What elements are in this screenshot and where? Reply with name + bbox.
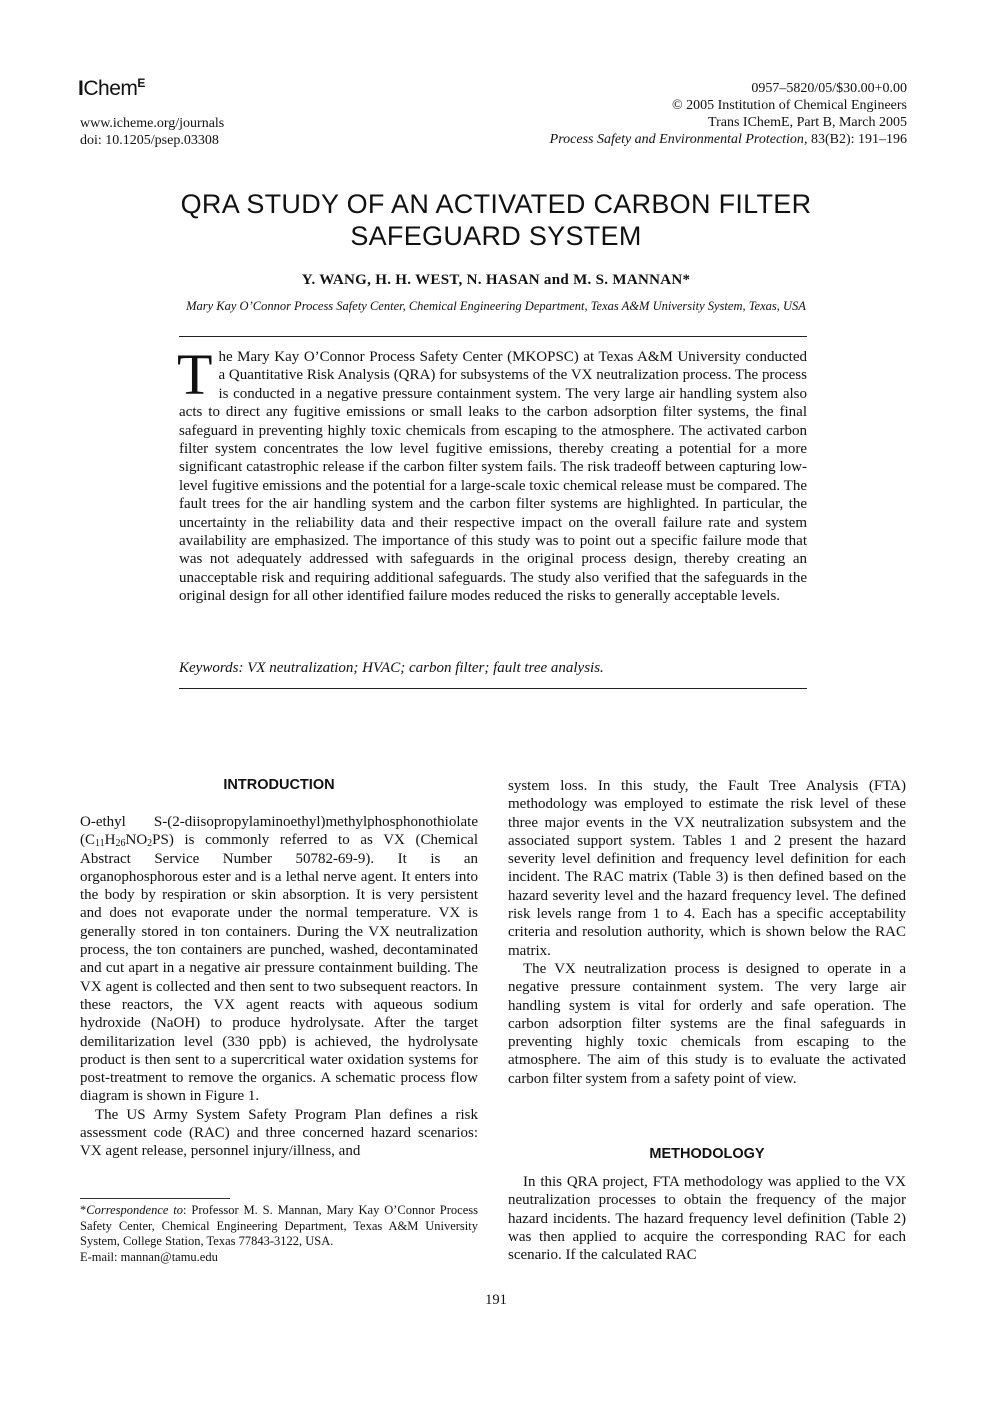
abstract-text: he Mary Kay O’Connor Process Safety Center (MKOPSC) at Texas A&M University conducted a Quantitative Risk Analysis (QRA) for subsystems of the VX neutralization process. The process is conducted in a negative pressure containment system. The very large air handling system also acts to direct any fugitive emissions or small leaks to the carbon adsorption filter systems, the final safeguard in preventing highly toxic chemicals from escaping to the atmosphere. The activated carbon filter system concentrates the low level fugitive emissions, thereby creating a potential for a more significant catastrophic release if the carbon filter system fails. The risk tradeoff between capturing low-level fugitive emissions and the potential for a large-scale toxic chemical release must be compared. The fault trees for the air handling system and the carbon filter systems are highlighted. In particular, the uncertainty in the reliability data and their respective impact on the overall failure rate and system availability are emphasized. The importance of this study was to point out a specific failure mode that was not adequately addressed with safeguards in the original process design, thereby creating an unacceptable risk and requiring additional safeguards. The study also verified that the safeguards in the original design for all other identified failure modes reduced the risks to generally acceptable levels. [179,349,807,605]
journal-volume: , 83(B2): 191–196 [803,132,907,147]
abstract-top-rule [179,336,807,337]
issn: 0957–5820/05/$30.00+0.00 [751,81,907,96]
footnote-label: Correspondence to [86,1203,184,1217]
header-right [550,80,907,148]
methodology-paragraph-1: In this QRA project, FTA methodology was applied to the VX neutralization processes to obtain the frequency of the major hazard incidents. The hazard frequency level definition (Table 2) was then applied to acquire the corresponding RAC for each scenario. If the calculated RAC [508,1174,906,1264]
footnote-rule [80,1198,230,1199]
icheme-logo [78,76,145,101]
title-line-2: SAFEGUARD SYSTEM [350,221,642,251]
logo-i: I [78,77,84,100]
intro-paragraph-2: The US Army System Safety Program Plan defines a risk assessment code (RAC) and three concerned hazard scenarios: VX agent release, personnel injury/illness, and [80,1106,478,1160]
header-left [80,115,224,149]
abstract-bottom-rule [179,688,807,689]
introduction-heading: INTRODUCTION [223,777,335,793]
logo-e: E [137,76,145,90]
right-paragraph-1: system loss. In this study, the Fault Tree Analysis (FTA) methodology was employed to estimate the risk level of these three major events in the VX neutralization subsystem and the associated support system. Tables 1 and 2 present the hazard severity level definition and frequency level definition for each incident. The RAC matrix (Table 3) is then defined based on the hazard severity level and the hazard frequency level. The defined risk levels range from 1 to 4. Each has a specific acceptability criteria and resolution authority, which is shown below the RAC matrix. [508,778,906,959]
logo-chem: Chem [83,77,138,100]
journal-citation [550,131,907,148]
paper-title [80,188,912,252]
page-number: 191 [485,1292,507,1308]
methodology-heading: METHODOLOGY [649,1146,765,1162]
authors: Y. WANG, H. H. WEST, N. HASAN and M. S. MANNAN* [301,272,691,288]
right-paragraph-2: The VX neutralization process is designed to operate in a negative pressure containment system. The very large air handling system is vital for orderly and safe operation. The carbon adsorption filter systems are the final safeguards in preventing highly toxic chemicals from escaping to the atmosphere. The aim of this study is to evaluate the activated carbon filter system from a safety point of view. [508,960,906,1087]
keywords: Keywords: VX neutralization; HVAC; carbon filter; fault tree analysis. [179,660,604,676]
journal-name: Process Safety and Environmental Protection [549,132,804,147]
affiliation: Mary Kay O’Connor Process Safety Center, Chemical Engineering Department, Texas A&M University System, Texas, USA [186,299,806,313]
footnote-email[interactable]: E-mail: mannan@tamu.edu [80,1249,218,1264]
correspondence-footnote: *Correspondence to: Professor M. S. Mannan, Mary Kay O’Connor Process Safety Center, Chemical Engineering Department, Texas A&M University System, College Station, Texas 77843-3122, USA. E-mail: mannan@tamu.edu [80,1203,479,1264]
abstract-dropcap: T [177,342,213,407]
abstract [177,342,807,606]
doi: doi: 10.1205/psep.03308 [80,133,219,148]
intro-paragraph-1: O-ethyl S-(2-diisopropylaminoethyl)methylphosphonothiolate $(C_{11}H_{26}NO_2PS)$ is commonly referred to as VX (Chemical Abstract Service Number 50782-69-9). It is an organophosphorous ester and is a lethal nerve agent. It enters into the body by respiration or skin absorption. It is very persistent and does not evaporate under the normal temperature. VX is generally stored in ton containers. During the VX neutralization process, the ton containers are punched, washed, decontaminated and cut apart in a negative air pressure containment building. The VX agent is collected and then sent to two subsequent reactors. In these reactors, the VX agent reacts with aqueous sodium hydroxide (NaOH) to produce hydrolysate. After the target demilitarization level (330 ppb) is achieved, the hydrolysate product is then sent to a supercritical water oxidation systems for post-treatment to remove the organics. A schematic process flow diagram is shown in Figure 1. [80,814,478,1105]
footnote-text: : Professor M. S. Mannan, Mary Kay O’Connor Process Safety Center, Chemical Engineering Department, Texas A&M University System, College Station, Texas 77843-3122, USA. [80,1203,479,1248]
right-column [508,777,906,1088]
left-column [80,813,478,1161]
title-line-1: QRA STUDY OF AN ACTIVATED CARBON FILTER [180,189,812,219]
methodology-column [508,1173,906,1264]
trans-icheme: Trans IChemE, Part B, March 2005 [708,115,907,130]
journal-url[interactable]: www.icheme.org/journals [80,116,225,131]
copyright: © 2005 Institution of Chemical Engineers [672,98,907,113]
